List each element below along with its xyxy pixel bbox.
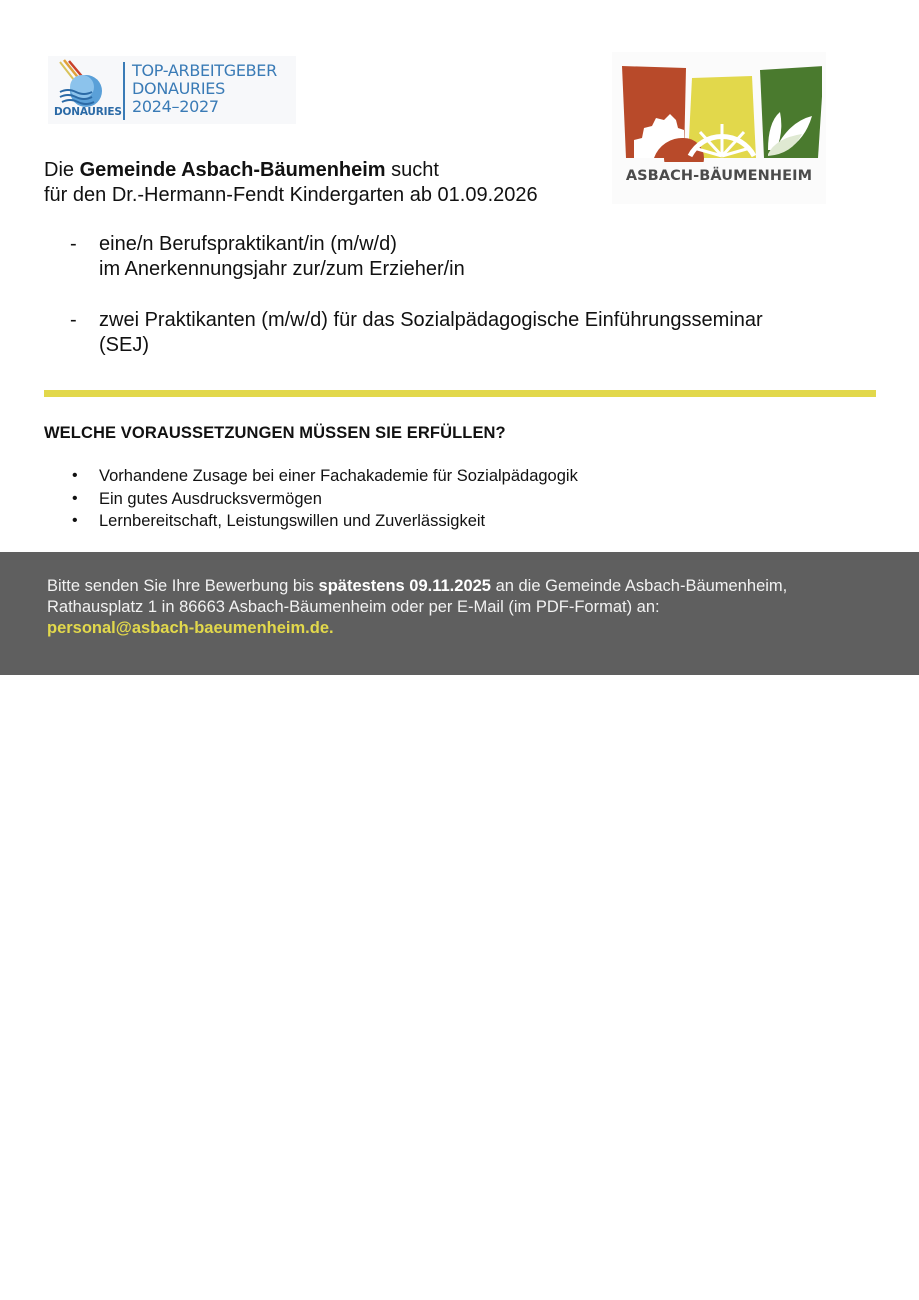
- requirement-item: [44, 465, 578, 488]
- requirements-list: [44, 465, 578, 533]
- municipality-name: ASBACH-BÄUMENHEIM: [625, 168, 813, 184]
- dash-bullet: -: [70, 309, 77, 331]
- municipality-logo: [612, 52, 826, 204]
- intro-suffix: sucht: [385, 159, 439, 181]
- position-line: eine/n Berufspraktikant/in (m/w/d): [99, 233, 397, 255]
- application-contact-band: [0, 552, 919, 675]
- positions-list: [44, 232, 864, 384]
- badge-line: 2024–2027: [132, 97, 219, 116]
- intro-line-1: [44, 158, 538, 183]
- requirement-item: [44, 510, 578, 533]
- intro-text: [44, 158, 538, 208]
- email-link[interactable]: personal@asbach-baeumenheim.de.: [47, 619, 334, 637]
- bullet-icon: •: [72, 512, 78, 529]
- donauries-logo-icon: [52, 58, 118, 108]
- instructions-text: Bitte senden Sie Ihre Bewerbung bis: [47, 577, 319, 595]
- badge-line: TOP-ARBEITGEBER: [132, 61, 277, 80]
- position-item: [44, 232, 864, 282]
- top-employer-badge: [48, 56, 296, 124]
- position-line: zwei Praktikanten (m/w/d) für das Sozialpädagogische Einführungsseminar: [99, 309, 763, 331]
- donauries-brand-text: DONAURIES: [54, 106, 122, 118]
- intro-line-2: für den Dr.-Hermann-Fendt Kindergarten ab 01.09.2026: [44, 184, 538, 206]
- bullet-icon: •: [72, 467, 78, 484]
- badge-divider: [123, 62, 125, 120]
- application-instructions: [47, 576, 887, 639]
- requirement-text: Lernbereitschaft, Leistungswillen und Zuverlässigkeit: [99, 512, 486, 530]
- badge-line: DONAURIES: [132, 79, 225, 98]
- badge-title: [132, 62, 277, 116]
- requirement-text: Ein gutes Ausdrucksvermögen: [99, 489, 322, 508]
- section-divider: [44, 390, 876, 397]
- instructions-text: an die Gemeinde Asbach-Bäumenheim, Rathausplatz 1 in 86663 Asbach-Bäumenheim oder per E-Mail (im PDF-Format) an:: [47, 577, 788, 616]
- position-line: im Anerkennungsjahr zur/zum Erzieher/in: [99, 258, 465, 280]
- intro-prefix: Die: [44, 159, 80, 181]
- position-line: (SEJ): [99, 334, 149, 356]
- position-item: [44, 308, 864, 358]
- requirement-text: Vorhandene Zusage bei einer Fachakademie für Sozialpädagogik: [99, 467, 578, 485]
- requirements-heading: WELCHE VORAUSSETZUNGEN MÜSSEN SIE ERFÜLLEN?: [44, 424, 506, 442]
- requirement-item: [44, 488, 578, 511]
- bullet-icon: •: [72, 489, 78, 507]
- employer-name: Gemeinde Asbach-Bäumenheim: [79, 159, 386, 181]
- application-deadline: spätestens 09.11.2025: [318, 577, 491, 595]
- municipality-emblem-icon: [618, 62, 822, 162]
- dash-bullet: -: [70, 233, 77, 255]
